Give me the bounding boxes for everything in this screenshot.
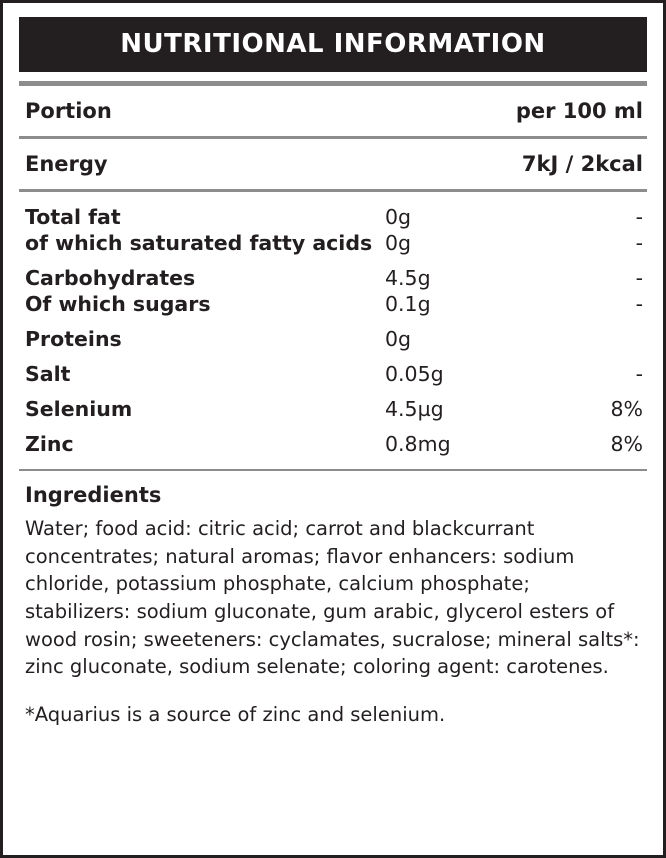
nutrient-pct: 8% <box>610 397 643 421</box>
table-row <box>25 396 643 422</box>
nutrient-name: Carbohydrates <box>25 266 196 290</box>
row-spacer <box>25 387 643 396</box>
table-row <box>25 431 643 457</box>
nutrient-name: Total fat <box>25 205 121 229</box>
row-spacer <box>25 352 643 361</box>
nutrient-name: Proteins <box>25 327 122 351</box>
nutrient-pct: - <box>635 231 643 255</box>
nutrient-name: of which saturated fatty acids <box>25 231 373 255</box>
nutrient-name: Zinc <box>25 432 74 456</box>
nutrient-pct: - <box>635 205 643 229</box>
portion-header-row <box>19 86 647 136</box>
energy-value: 7kJ / 2kcal <box>521 152 643 176</box>
nutrient-value: 4.5g <box>385 266 431 290</box>
row-spacer <box>25 256 643 265</box>
nutrient-value: 0.1g <box>385 292 431 316</box>
nutrient-value: 4.5µg <box>385 397 444 421</box>
table-row <box>25 291 643 317</box>
row-spacer <box>25 422 643 431</box>
energy-row <box>19 139 647 189</box>
table-row <box>25 326 643 352</box>
nutrient-value: 0.05g <box>385 362 444 386</box>
portion-value: per 100 ml <box>515 99 643 123</box>
nutrient-value: 0g <box>385 327 412 351</box>
footnote-text: *Aquarius is a source of zinc and selenium. <box>25 703 446 727</box>
nutrient-value: 0g <box>385 231 412 255</box>
portion-label: Portion <box>25 99 112 123</box>
table-row <box>25 204 643 230</box>
label-title: NUTRITIONAL INFORMATION <box>19 17 647 72</box>
ingredients-heading: Ingredients <box>25 483 162 507</box>
nutrient-value: 0.8mg <box>385 432 451 456</box>
table-row <box>25 265 643 291</box>
nutrient-pct: - <box>635 292 643 316</box>
nutrient-name: Salt <box>25 362 71 386</box>
table-row <box>25 230 643 256</box>
nutrient-value: 0g <box>385 205 412 229</box>
energy-label: Energy <box>25 152 108 176</box>
nutrient-name: Of which sugars <box>25 292 211 316</box>
nutrient-pct: - <box>635 266 643 290</box>
row-spacer <box>25 317 643 326</box>
nutrient-name: Selenium <box>25 397 133 421</box>
nutrient-pct: - <box>635 362 643 386</box>
ingredients-text: Water; food acid: citric acid; carrot and blackcurrant concentrates; natural aromas; flavor enhancers: sodium chloride, potassium phosphate, calcium phosphate; stabilizers: sodium gluconate, gum arabic, glycerol esters of wood rosin; sweeteners: cyclamates, sucralose; mineral salts*: zinc gluconate, sodium selenate; coloring agent: carotenes. <box>25 517 640 679</box>
nutrient-pct: 8% <box>610 432 643 456</box>
nutrient-table <box>19 192 647 469</box>
table-row <box>25 361 643 387</box>
